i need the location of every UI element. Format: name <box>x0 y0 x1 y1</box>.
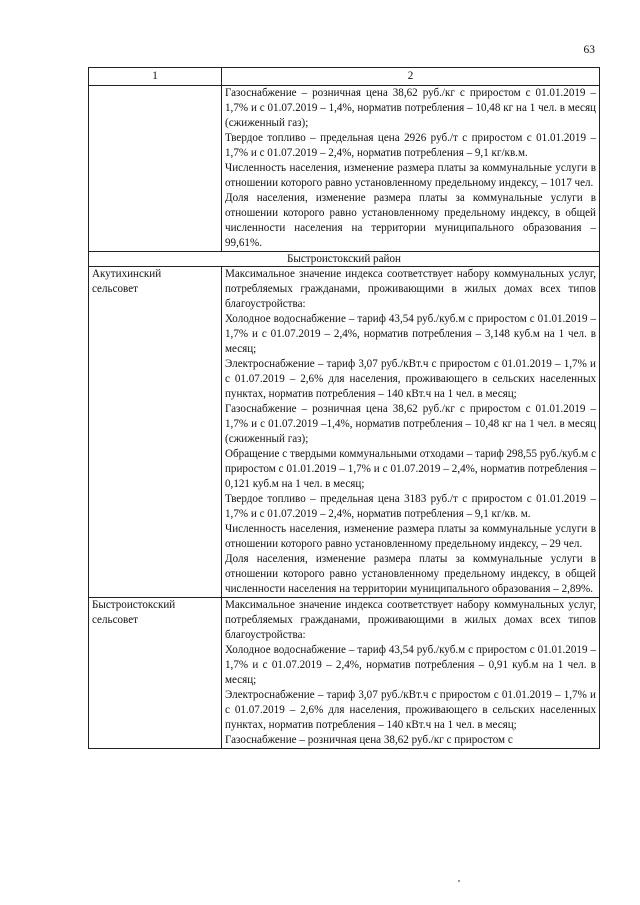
paragraph: Максимальное значение индекса соответствует набору коммунальных услуг, потребляемых гражданами, проживающими в жилых домах всех типов благоустройства: <box>225 599 596 641</box>
paragraph: Доля населения, изменение размера платы за коммунальные услуги в отношении которого равно установленному предельному индексу, в общей численности населения на территории муниципального образования – 2,89%. <box>225 553 596 595</box>
municipality-name-line: Быстроистокский <box>92 599 176 611</box>
municipality-name-cell <box>89 267 222 598</box>
municipality-name-cell <box>89 598 222 749</box>
table-row <box>89 598 600 749</box>
scan-speck <box>458 880 460 882</box>
district-row <box>89 252 600 267</box>
paragraph: Электроснабжение – тариф 3,07 руб./кВт.ч с приростом с 01.01.2019 – 1,7% и с 01.07.2019 – 2,6% для населения, проживающего в сельских населенных пунктах, норматив потребления – 140 кВт.ч на 1 чел. в месяц; <box>225 358 596 400</box>
paragraph: Холодное водоснабжение – тариф 43,54 руб./куб.м с приростом с 01.01.2019 – 1,7% и с 01.07.2019 – 2,4%, норматив потребления – 0,91 куб.м на 1 чел. в месяц; <box>225 644 596 686</box>
paragraph: Обращение с твердыми коммунальными отходами – тариф 298,55 руб./куб.м с приростом с 01.01.2019 – 1,7% и с 01.07.2019 – 2,4%, норматив потребления – 0,121 куб.м на 1 чел. в месяц; <box>225 448 596 490</box>
municipality-name-line: сельсовет <box>92 283 138 295</box>
column-header-1: 1 <box>89 68 222 86</box>
description-cell <box>222 267 600 598</box>
municipality-cell-empty <box>89 86 222 252</box>
table-header <box>89 68 600 86</box>
tariff-table <box>88 67 600 749</box>
paragraph: Твердое топливо – предельная цена 3183 руб./т с приростом с 01.01.2019 – 1,7% и с 01.07.2019 – 2,4%, норматив потребления – 9,1 кг/кв. м. <box>225 493 596 520</box>
table-row <box>89 267 600 598</box>
paragraph: Холодное водоснабжение – тариф 43,54 руб./куб.м с приростом с 01.01.2019 – 1,7% и с 01.07.2019 – 2,4%, норматив потребления – 3,148 куб.м на 1 чел. в месяц; <box>225 313 596 355</box>
header-row <box>89 68 600 86</box>
column-header-2: 2 <box>222 68 600 86</box>
page-number: 63 <box>583 44 595 56</box>
description-cell <box>222 598 600 749</box>
paragraph: Газоснабжение – розничная цена 38,62 руб./кг с приростом с <box>225 734 513 746</box>
paragraph: Максимальное значение индекса соответствует набору коммунальных услуг, потребляемых гражданами, проживающими в жилых домах всех типов благоустройства: <box>225 268 596 310</box>
paragraph: Численность населения, изменение размера платы за коммунальные услуги в отношении которого равно установленному предельному индексу, – 1017 чел. <box>225 162 596 189</box>
paragraph: Газоснабжение – розничная цена 38,62 руб./кг с приростом с 01.01.2019 – 1,7% и с 01.07.2019 –1,4%, норматив потребления – 10,48 кг на 1 чел. в месяц (сжиженный газ); <box>225 403 596 445</box>
paragraph: Численность населения, изменение размера платы за коммунальные услуги в отношении которого равно установленному предельному индексу, – 29 чел. <box>225 523 596 550</box>
district-heading: Быстроистокский район <box>89 252 600 267</box>
paragraph: Электроснабжение – тариф 3,07 руб./кВт.ч с приростом с 01.01.2019 – 1,7% и с 01.07.2019 – 2,6% для населения, проживающего в сельских населенных пунктах, норматив потребления – 140 кВт.ч на 1 чел. в месяц; <box>225 689 596 731</box>
paragraph: Доля населения, изменение размера платы за коммунальные услуги в отношении которого равно установленному предельному индексу, в общей численности населения на территории муниципального образования – 99,61%. <box>225 192 596 249</box>
table-row-continuation <box>89 86 600 252</box>
paragraph: Газоснабжение – розничная цена 38,62 руб./кг с приростом с 01.01.2019 – 1,7% и с 01.07.2019 – 1,4%, норматив потребления – 10,48 кг на 1 чел. в месяц (сжиженный газ); <box>225 87 596 129</box>
municipality-name-line: Акутихинский <box>92 268 162 280</box>
description-cell <box>222 86 600 252</box>
municipality-name-line: сельсовет <box>92 614 138 626</box>
paragraph: Твердое топливо – предельная цена 2926 руб./т с приростом с 01.01.2019 – 1,7% и с 01.07.2019 – 2,4%, норматив потребления – 9,1 кг/кв.м. <box>225 132 596 159</box>
